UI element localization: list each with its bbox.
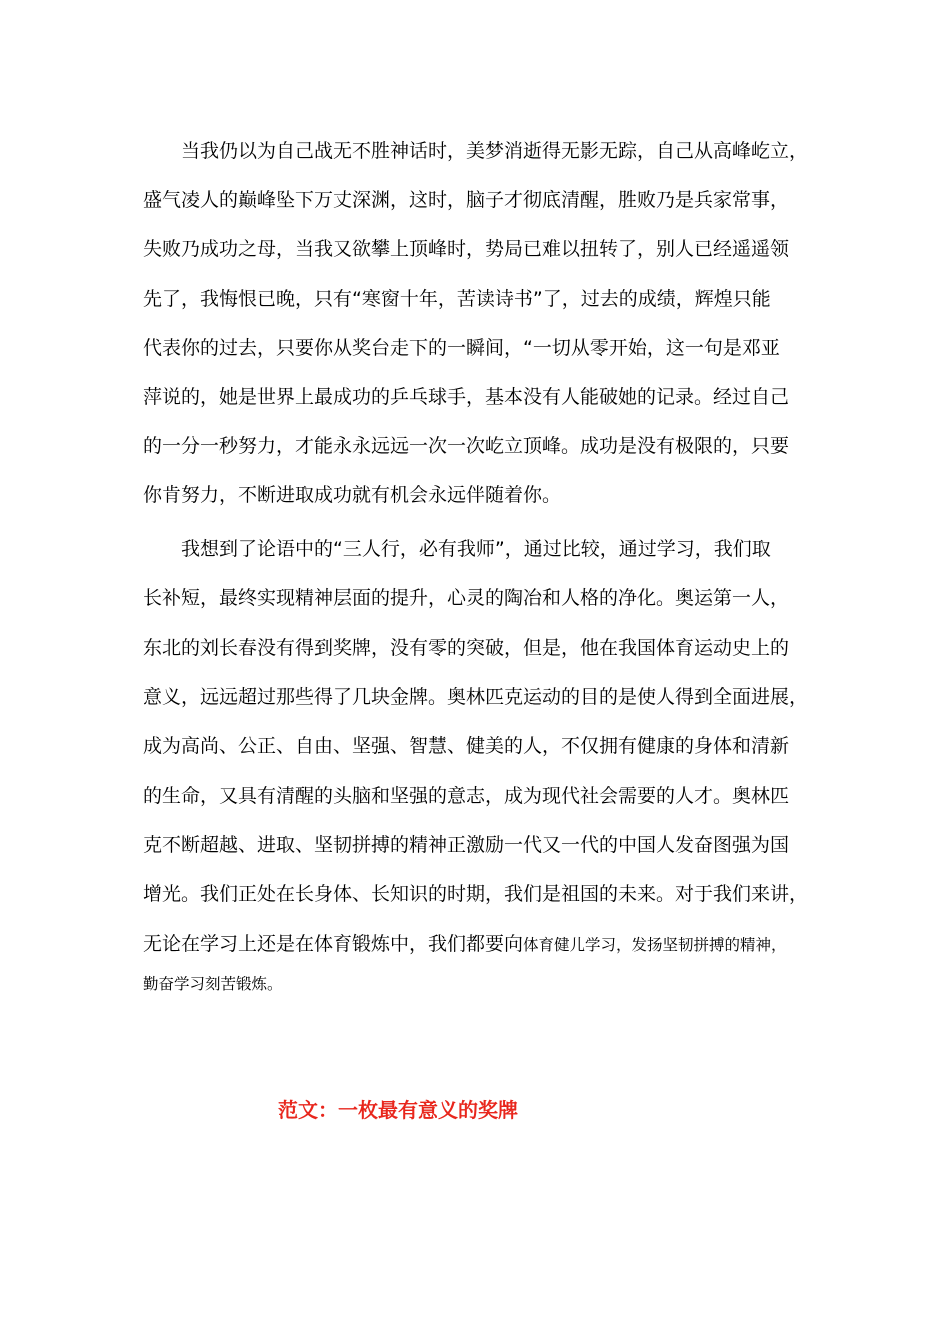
paragraph-1-line-5: 代表你的过去，只要你从奖台走下的一瞬间，“一切从零开始，这一句是邓亚 [143,337,780,359]
paragraph-1-line-8: 你肯努力，不断进取成功就有机会永远伴随着你。 [143,484,562,506]
paragraph-2-line-6: 的生命，又具有清醒的头脑和坚强的意志，成为现代社会需要的人才。奥林匹 [143,785,790,807]
paragraph-1-line-6: 萍说的，她是世界上最成功的乒乓球手，基本没有人能破她的记录。经过自己 [143,386,790,408]
paragraph-2-line-1: 我想到了论语中的“三人行，必有我师”，通过比较，通过学习，我们取 [143,538,771,560]
paragraph-2-line-9-start: 无论在学习上还是在体育锻炼中，我们都要向 [143,933,524,955]
paragraph-2-line-9-end: 体育健儿学习，发扬坚韧拼搏的精神， [523,936,787,954]
essay-title: 范文：一枚最有意义的奖牌 [278,1098,518,1122]
paragraph-1-line-7: 的一分一秒努力，才能永永远远一次一次屹立顶峰。成功是没有极限的，只要 [143,435,790,457]
paragraph-2-line-8: 增光。我们正处在长身体、长知识的时期，我们是祖国的未来。对于我们来讲， [143,883,809,905]
paragraph-1-line-2: 盛气凌人的巅峰坠下万丈深渊，这时，脑子才彻底清醒，胜败乃是兵家常事， [143,189,790,211]
paragraph-2-line-4: 意义，远远超过那些得了几块金牌。奥林匹克运动的目的是使人得到全面进展， [143,686,809,708]
paragraph-1-line-1: 当我仍以为自己战无不胜神话时，美梦消逝得无影无踪，自己从高峰屹立， [143,140,809,162]
paragraph-2-line-5: 成为高尚、公正、自由、坚强、智慧、健美的人，不仅拥有健康的身体和清新 [143,735,790,757]
paragraph-1-line-3: 失败乃成功之母，当我又欲攀上顶峰时，势局已难以扭转了，别人已经遥遥领 [143,238,790,260]
paragraph-2-line-9 [143,932,787,957]
paragraph-2-line-2: 长补短，最终实现精神层面的提升，心灵的陶冶和人格的净化。奥运第一人， [143,587,790,609]
paragraph-2-line-3: 东北的刘长春没有得到奖牌，没有零的突破，但是，他在我国体育运动史上的 [143,637,790,659]
paragraph-1-line-4: 先了，我悔恨已晚，只有“寒窗十年，苦读诗书”了，过去的成绩，辉煌只能 [143,288,771,310]
paragraph-2-line-10: 勤奋学习刻苦锻炼。 [143,975,283,993]
paragraph-2-line-7: 克不断超越、进取、坚韧拼搏的精神正激励一代又一代的中国人发奋图强为国 [143,834,790,856]
